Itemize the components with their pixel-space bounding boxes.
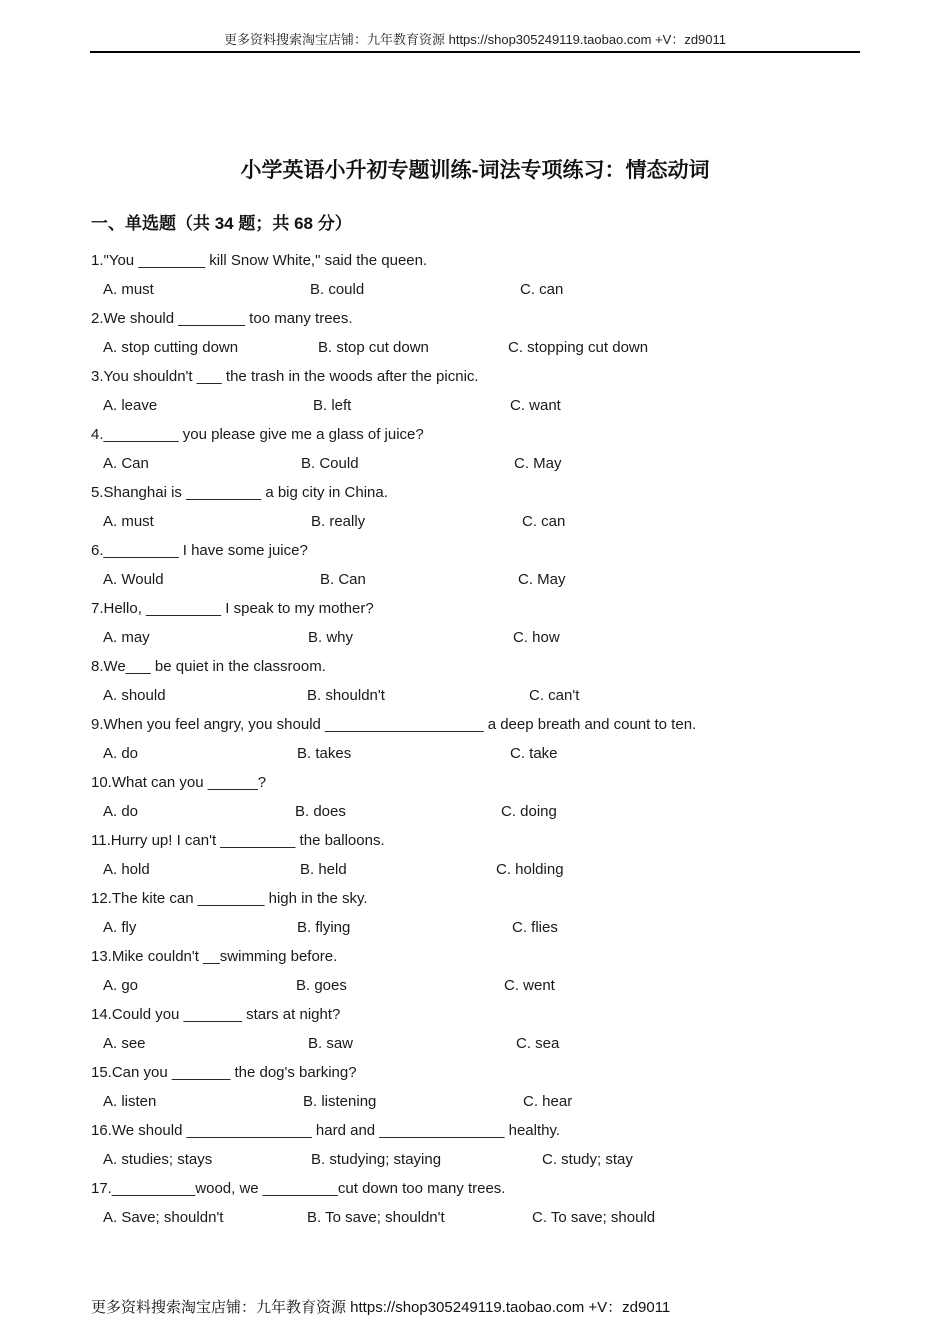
question-item — [91, 1061, 871, 1119]
option-a: A. may — [103, 629, 150, 646]
option-c: C. To save; should — [532, 1209, 656, 1226]
option-a: A. stop cutting down — [103, 339, 239, 356]
option-c: C. May — [518, 571, 566, 588]
question-item — [91, 249, 871, 307]
question-stem: 9.When you feel angry, you should ___________________ a deep breath and count to ten. — [91, 716, 697, 733]
question-item — [91, 423, 871, 481]
option-b: B. stop cut down — [318, 339, 429, 356]
document-title: 小学英语小升初专题训练-词法专项练习：情态动词 — [240, 159, 710, 182]
question-stem: 8.We___ be quiet in the classroom. — [91, 658, 326, 675]
question-stem: 16.We should _______________ hard and _______________ healthy. — [91, 1122, 561, 1139]
question-item — [91, 539, 871, 597]
question-list — [91, 249, 871, 1235]
option-b: B. Could — [301, 455, 359, 472]
option-c: C. holding — [496, 861, 564, 878]
question-stem: 7.Hello, _________ I speak to my mother? — [91, 600, 374, 617]
option-a: A. listen — [103, 1093, 157, 1110]
question-item — [91, 307, 871, 365]
question-item — [91, 1003, 871, 1061]
question-item — [91, 1119, 871, 1177]
option-b: B. could — [310, 281, 365, 298]
option-b: B. saw — [308, 1035, 354, 1052]
option-c: C. take — [510, 745, 558, 762]
option-a: A. Save; shouldn't — [103, 1209, 224, 1226]
option-c: C. flies — [512, 919, 558, 936]
option-c: C. study; stay — [542, 1151, 633, 1168]
option-b: B. flying — [297, 919, 351, 936]
option-a: A. hold — [103, 861, 150, 878]
option-a: A. must — [103, 513, 154, 530]
option-c: C. doing — [501, 803, 557, 820]
option-c: C. how — [513, 629, 560, 646]
question-stem: 2.We should ________ too many trees. — [91, 310, 353, 327]
question-stem: 12.The kite can ________ high in the sky. — [91, 890, 368, 907]
option-c: C. can — [520, 281, 564, 298]
option-a: A. do — [103, 803, 139, 820]
question-item — [91, 771, 871, 829]
option-a: A. should — [103, 687, 166, 704]
question-stem: 15.Can you _______ the dog's barking? — [91, 1064, 357, 1081]
question-stem: 13.Mike couldn't __swimming before. — [91, 948, 338, 965]
question-item — [91, 713, 871, 771]
option-b: B. really — [311, 513, 366, 530]
question-item — [91, 1177, 871, 1235]
question-stem: 1."You ________ kill Snow White," said the queen. — [91, 252, 428, 269]
option-a: A. fly — [103, 919, 137, 936]
question-stem: 5.Shanghai is _________ a big city in China. — [91, 484, 388, 501]
page-footer: 更多资料搜索淘宝店铺：九年教育资源 https://shop305249119.taobao.com +V：zd9011 — [91, 1299, 671, 1316]
option-a: A. see — [103, 1035, 146, 1052]
option-b: B. listening — [303, 1093, 377, 1110]
option-b: B. left — [313, 397, 352, 414]
option-a: A. Can — [103, 455, 149, 472]
option-c: C. want — [510, 397, 561, 414]
option-c: C. May — [514, 455, 562, 472]
option-b: B. why — [308, 629, 354, 646]
question-stem: 17.__________wood, we _________cut down too many trees. — [91, 1180, 506, 1197]
question-item — [91, 655, 871, 713]
option-a: A. leave — [103, 397, 158, 414]
option-a: A. Would — [103, 571, 164, 588]
option-b: B. studying; staying — [311, 1151, 442, 1168]
question-stem: 4._________ you please give me a glass of juice? — [91, 426, 424, 443]
option-b: B. held — [300, 861, 347, 878]
question-stem: 3.You shouldn't ___ the trash in the woods after the picnic. — [91, 368, 479, 385]
option-c: C. can — [522, 513, 566, 530]
option-b: B. shouldn't — [307, 687, 385, 704]
question-item — [91, 365, 871, 423]
option-c: C. sea — [516, 1035, 560, 1052]
option-c: C. went — [504, 977, 555, 994]
option-b: B. Can — [320, 571, 366, 588]
question-item — [91, 597, 871, 655]
option-b: B. To save; shouldn't — [307, 1209, 445, 1226]
page-header: 更多资料搜索淘宝店铺：九年教育资源 https://shop305249119.taobao.com +V：zd9011 — [90, 30, 860, 53]
question-item — [91, 945, 871, 1003]
question-stem: 14.Could you _______ stars at night? — [91, 1006, 341, 1023]
option-c: C. can't — [529, 687, 580, 704]
option-a: A. do — [103, 745, 139, 762]
question-item — [91, 829, 871, 887]
option-c: C. stopping cut down — [508, 339, 649, 356]
question-stem: 6._________ I have some juice? — [91, 542, 308, 559]
question-stem: 10.What can you ______? — [91, 774, 267, 791]
question-item — [91, 887, 871, 945]
option-b: B. does — [295, 803, 346, 820]
question-item — [91, 481, 871, 539]
option-b: B. goes — [296, 977, 347, 994]
option-a: A. go — [103, 977, 139, 994]
option-b: B. takes — [297, 745, 352, 762]
option-a: A. must — [103, 281, 154, 298]
question-stem: 11.Hurry up! I can't _________ the balloons. — [91, 832, 385, 849]
section-heading: 一、单选题（共 34 题；共 68 分） — [91, 214, 352, 233]
option-c: C. hear — [523, 1093, 573, 1110]
option-a: A. studies; stays — [103, 1151, 213, 1168]
